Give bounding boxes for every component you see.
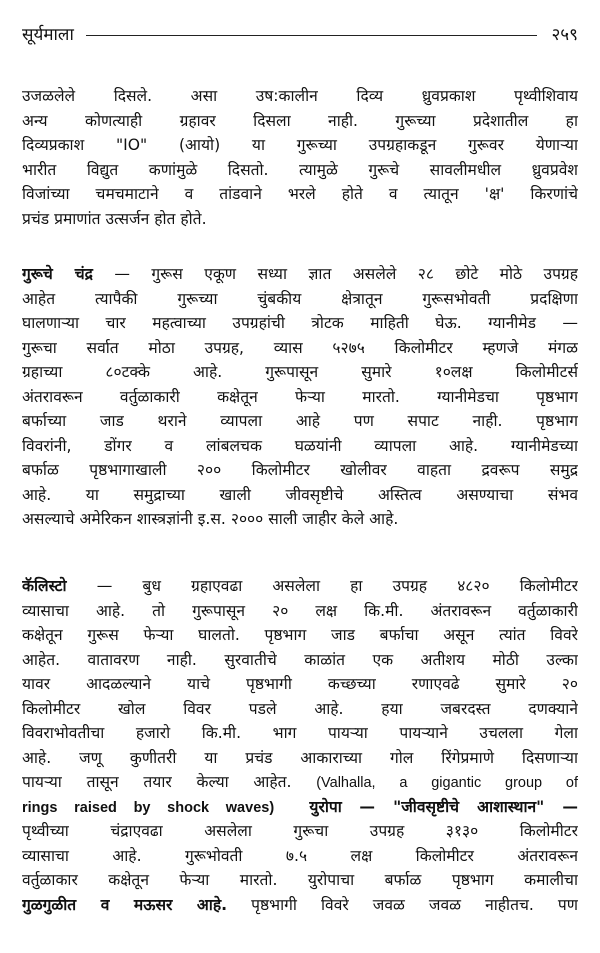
text-line: बर्फाळ पृष्ठभागाखाली २०० किलोमीटर खोलीवर वाहता द्रवरूप समुद्र — [22, 461, 578, 479]
text-line: वर्तुळाकार कक्षेतून फेऱ्या मारतो. युरोपाचा बर्फाळ पृष्ठभाग कमालीचा — [22, 871, 578, 889]
section-term: कॅलिस्टो — [22, 577, 67, 595]
text-line: गुरूचा सर्वात मोठा उपग्रह, व्यास ५२७५ किलोमीटर म्हणजे मंगळ — [22, 338, 578, 357]
text-span: — गुरूस एकूण सध्या ज्ञात असलेले २८ छोटे मोठे उपग्रह — [92, 265, 578, 283]
section-term: युरोपा — [309, 797, 342, 816]
text-line — [22, 795, 578, 820]
text-line: आहे. या समुद्राच्या खाली जीवसृष्टीचे अस्तित्व असण्याचा संभव — [22, 485, 578, 504]
english-note: (Valhalla, a gigantic group of — [316, 775, 578, 791]
text-line: विवराभोवतीचा हजारो कि.मी. भाग पायऱ्या पायऱ्याने उचलला गेला — [22, 724, 578, 742]
text-line: विवरांनी, डोंगर व लांबलचक घळयांनी व्यापला आहे. ग्यानीमेडच्या — [22, 436, 578, 455]
text-line: व्यासाचा आहे. गुरूभोवती ७.५ लक्ष किलोमीटर अंतरावरून — [22, 846, 578, 865]
text-line: भारीत विद्युत कणांमुळे दिसतो. त्यामुळे गुरूचे सावलीमधील ध्रुवप्रवेश — [22, 160, 578, 179]
text-line: विजांच्या चमचमाटाने व तांडवाने भरले होते व त्यातून 'क्ष' किरणांचे — [22, 185, 578, 203]
text-line: यावर आदळल्याने याचे पृष्ठभागी कच्छच्या रणाएवढे सुमारे २० — [22, 675, 578, 693]
bold-phrase: गुळगुळीत व मऊसर आहे. — [22, 895, 228, 914]
text-line: व्यासाचा आहे. तो गुरूपासून २० लक्ष कि.मी. अंतरावरून वर्तुळाकारी — [22, 601, 578, 620]
text-line: आहेत. वातावरण नाही. सुरवातीचे काळांत एक अतीशय मोठी उल्का — [22, 650, 578, 669]
running-header — [22, 18, 578, 48]
text-line: ग्रहाच्या ८०टक्के आहे. गुरूपासून सुमारे १०लक्ष किलोमीटर्स — [22, 363, 578, 381]
paragraph-jupiter-moons — [22, 262, 578, 532]
text-line: घालणाऱ्या चार महत्वाच्या उपग्रहांची त्रोटक माहिती घेऊ. ग्यानीमेड — — [22, 314, 578, 332]
text-span: — बुध ग्रहाएवढा असलेला हा उपग्रह ४८२० किलोमीटर — [66, 577, 578, 595]
text-line: पृथ्वीच्या चंद्राएवढा असलेला गुरूचा उपग्रह ३१३० किलोमीटर — [22, 822, 578, 840]
text-line: उजळलेले दिसले. असा उष:कालीन दिव्य ध्रुवप्रकाश पृथ्वीशिवाय — [22, 87, 578, 105]
text-span: पायऱ्या तासून तयार केल्या आहेत. — [22, 773, 292, 791]
page-number: २५९ — [551, 24, 578, 45]
section-term: गुरूचे चंद्र — [22, 265, 93, 283]
paragraph-callisto — [22, 574, 578, 917]
text-line: आहेत त्यापैकी गुरूच्या चुंबकीय क्षेत्रातून गुरूसभोवती प्रदक्षिणा — [22, 289, 578, 308]
text-line: दिव्यप्रकाश "IO" (आयो) या गुरूच्या उपग्रहाकडून गुरूवर येणाऱ्या — [22, 136, 578, 154]
section-subtitle: — "जीवसृष्टीचे आशास्थान" — — [359, 797, 578, 816]
text-line — [22, 262, 578, 287]
chapter-title: सूर्यमाला — [22, 24, 74, 45]
text-line — [22, 770, 578, 795]
text-line: अन्य कोणत्याही ग्रहावर दिसला नाही. गुरूच्या प्रदेशातील हा — [22, 111, 578, 130]
text-line: बर्फाच्या जाड थराने व्यापला आहे पण सपाट नाही. पृष्ठभाग — [22, 412, 578, 430]
text-line: असल्याचे अमेरिकन शास्त्रज्ञांनी इ.स. २००० साली जाहीर केले आहे. — [22, 510, 399, 528]
header-rule — [86, 35, 538, 36]
text-span: पृष्ठभागी विवरे जवळ जवळ नाहीतच. पण — [227, 895, 578, 914]
text-line: आहे. जणू कुणीतरी या प्रचंड आकाराच्या गोल रिंगेप्रमाणे दिसणाऱ्या — [22, 748, 578, 767]
text-line — [22, 574, 578, 599]
text-line: अंतरावरून वर्तुळाकारी कक्षेतून फेऱ्या मारतो. ग्यानीमेडचा पृष्ठभाग — [22, 387, 578, 406]
text-line: प्रचंड प्रमाणांत उत्सर्जन होत होते. — [22, 209, 207, 228]
text-line — [22, 893, 578, 918]
english-note: rings raised by shock waves) — [22, 799, 275, 816]
paragraph-aurora — [22, 84, 578, 231]
text-line: किलोमीटर खोल विवर पडले आहे. हया जबरदस्त दणक्याने — [22, 699, 578, 718]
text-line: कक्षेतून गुरूस फेऱ्या घालतो. पृष्ठभाग जाड बर्फाचा असून त्यांत विवरे — [22, 626, 578, 644]
